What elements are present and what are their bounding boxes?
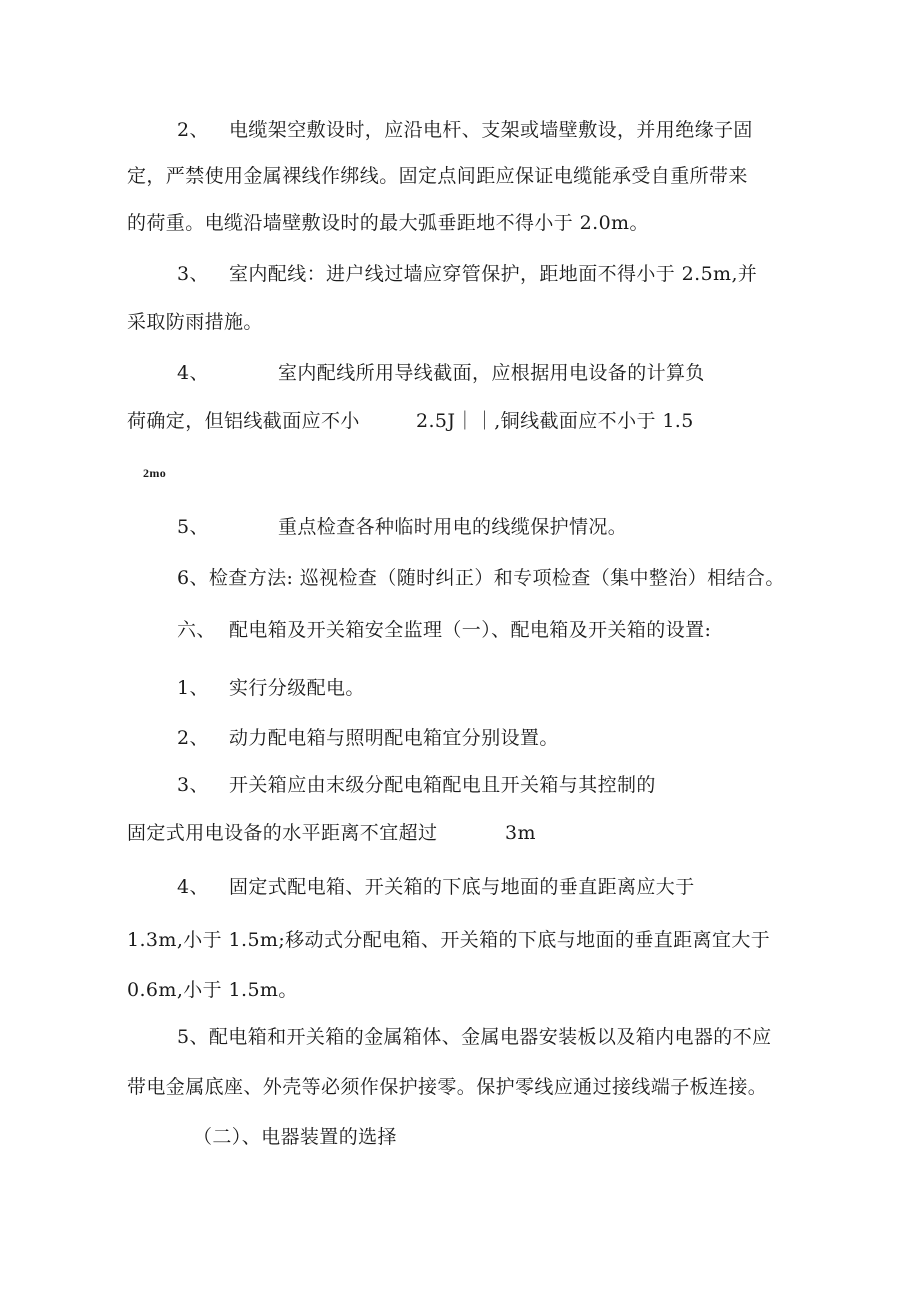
paragraph-text: 定，严禁使用金属裸线作绑线。固定点间距应保证电缆能承受自重所带来 xyxy=(127,165,748,187)
paragraph-text: 室内配线所用导线截面，应根据用电设备的计算负 xyxy=(278,362,705,384)
paragraph-line xyxy=(177,773,656,797)
paragraph-line xyxy=(177,676,365,700)
paragraph-text: 实行分级配电。 xyxy=(229,677,365,699)
paragraph-text: 6、检查方法: 巡视检查（随时纠正）和专项检查（集中整治）相结合。 xyxy=(177,567,785,589)
item-number: 2、 xyxy=(177,119,209,141)
paragraph-text-continued: 2.5J｜｜,铜线截面应不小于 1.5 xyxy=(416,410,694,432)
item-number: 3、 xyxy=(177,263,209,285)
paragraph-line xyxy=(177,361,705,385)
paragraph-line xyxy=(127,1075,767,1099)
item-number: 3、 xyxy=(177,774,209,796)
paragraph-line xyxy=(177,262,757,286)
section-heading xyxy=(193,1125,397,1149)
item-number: 4、 xyxy=(177,362,209,384)
paragraph-text: 配电箱及开关箱安全监理（一）、配电箱及开关箱的设置: xyxy=(229,619,712,641)
paragraph-text: 固定式配电箱、开关箱的下底与地面的垂直距离应大于 xyxy=(229,876,695,898)
item-number: 4、 xyxy=(177,876,209,898)
paragraph-line xyxy=(127,821,536,845)
paragraph-line xyxy=(177,875,695,899)
paragraph-text: 开关箱应由末级分配电箱配电且开关箱与其控制的 xyxy=(229,774,656,796)
paragraph-text: 0.6m,小于 1.5m。 xyxy=(127,979,298,1001)
paragraph-line xyxy=(127,409,694,433)
item-number: 1、 xyxy=(177,677,209,699)
item-number: 六、 xyxy=(177,619,216,641)
paragraph-line xyxy=(127,310,263,334)
paragraph-line xyxy=(127,164,748,188)
paragraph-text: 动力配电箱与照明配电箱宜分别设置。 xyxy=(229,727,559,749)
paragraph-line xyxy=(127,928,770,952)
paragraph-text: 采取防雨措施。 xyxy=(127,311,263,333)
paragraph-text: （二）、电器装置的选择 xyxy=(193,1126,397,1148)
paragraph-text: 荷确定，但铝线截面应不小 xyxy=(127,410,360,432)
paragraph-text: 室内配线：进户线过墙应穿管保护，距地面不得小于 2.5m,并 xyxy=(229,263,758,285)
paragraph-line xyxy=(177,515,627,539)
paragraph-text: 的荷重。电缆沿墙壁敷设时的最大弧垂距地不得小于 2.0m。 xyxy=(127,212,649,234)
paragraph-text: 重点检查各种临时用电的线缆保护情况。 xyxy=(278,516,628,538)
paragraph-text-continued: 3m xyxy=(505,822,536,844)
paragraph-line xyxy=(177,726,559,750)
paragraph-text: 电缆架空敷设时，应沿电杆、支架或墙壁敷设，并用绝缘子固 xyxy=(229,119,753,141)
paragraph-text: 带电金属底座、外壳等必须作保护接零。保护零线应通过接线端子板连接。 xyxy=(127,1076,768,1098)
paragraph-line xyxy=(177,118,753,142)
paragraph-line xyxy=(127,211,649,235)
paragraph-line xyxy=(177,566,785,590)
paragraph-line xyxy=(143,461,166,485)
item-number: 5、 xyxy=(177,516,209,538)
paragraph-line xyxy=(177,1025,772,1049)
paragraph-text: 1.3m,小于 1.5m;移动式分配电箱、开关箱的下底与地面的垂直距离宜大于 xyxy=(127,929,771,951)
paragraph-text: 5、配电箱和开关箱的金属箱体、金属电器安装板以及箱内电器的不应 xyxy=(177,1026,772,1048)
item-number: 2、 xyxy=(177,727,209,749)
paragraph-line xyxy=(127,978,298,1002)
paragraph-line xyxy=(177,618,711,642)
paragraph-text: 固定式用电设备的水平距离不宜超过 xyxy=(127,822,438,844)
paragraph-text: 2mo xyxy=(143,466,167,480)
